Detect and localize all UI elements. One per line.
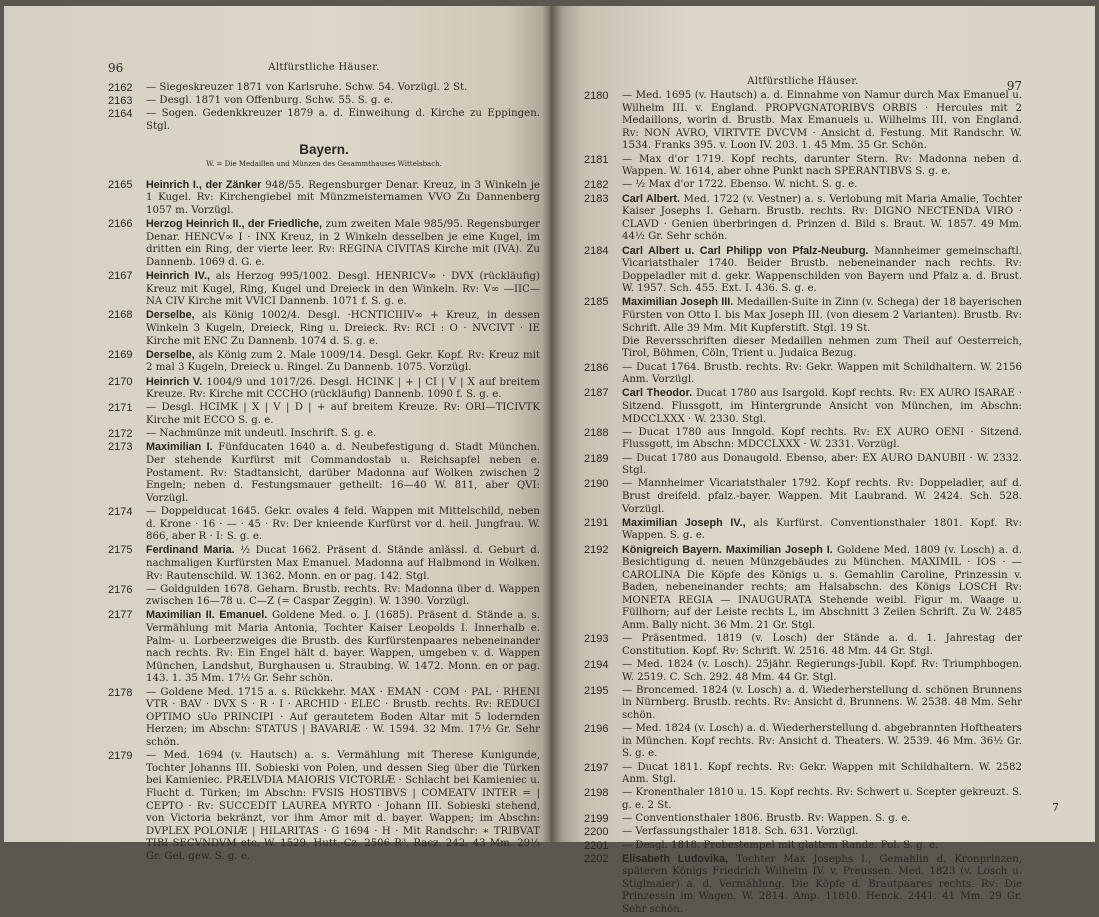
catalog-entry (108, 309, 540, 348)
entry-number: 2202 (584, 852, 609, 865)
entry-text (146, 82, 540, 95)
right-page (550, 6, 1095, 916)
entry-number: 2164 (108, 108, 133, 121)
entry-ruler-name: Derselbe, (146, 309, 195, 322)
entry-text (622, 387, 1022, 426)
entry-text (622, 453, 1022, 478)
entry-number: 2179 (108, 750, 133, 763)
entry-text (146, 349, 540, 375)
entry-text (146, 108, 540, 133)
entry-description: — Desgl. HCIMK | X | V | D | + auf breitem Kreuze. Rv: ORI—TICIVTK Kirche mit ECCO S. g. e. (146, 402, 540, 426)
catalog-entry (108, 82, 540, 95)
entry-description: — Med. 1694 (v. Hautsch) a. s. Vermählung mit Therese Kunigunde, Tochter Johanns III. Sobieski von Polen, und dessen Sieg über die Türken bei Kamieniec. PRÆLVDIA MAIORIS VICTORIÆ · Schlacht bei Kamieniec u. Flucht d. Türken; im Abschn: FVSIS HOSTIBVS | COMEATV INTER = | CEPTO · Rv: SUCCEDIT LAUREA MYRTO · Johann III. Sobieski stehend, von Victoria bekränzt, vor ihm Amor mit d. bayer. Wappen; im Abschn: DVPLEX POLONIÆ | HILARITAS · G 1694 · H · Mit Randschr: ∗ TRIBVAT TIBI SECVNDVM etc. W. 1529. Hutt.-Cz. 2506 R³. Racz. 242. 43 Mm. 29⅓ Gr. Gel. gew. S. g. e. (146, 750, 540, 862)
catalog-entry (108, 179, 540, 218)
catalog-entry (108, 376, 540, 402)
catalog-entry (108, 506, 540, 544)
entry-ruler-name: Maximilian Joseph IV., (622, 516, 746, 529)
catalog-entry (584, 296, 1022, 335)
entry-number: 2180 (584, 90, 609, 102)
entry-number: 2175 (108, 544, 133, 557)
catalog-entry (108, 349, 540, 375)
entry-description: — Kronenthaler 1810 u. 15. Kopf rechts. Rv: Schwert u. Scepter gekreuzt. S. g. e. 2 St. (622, 787, 1022, 811)
entry-ruler-name: Königreich Bayern. Maximilian Joseph I. (622, 543, 833, 556)
catalog-entry (108, 428, 540, 441)
entry-number: 2199 (584, 813, 609, 826)
entry-description: — Med. 1824 (v. Losch) a. d. Wiederherstellung d. abgebrannten Hoftheaters in München. Kopf rechts. Rv: Ansicht d. Theaters. W. 2539. 46 Mm. 36½ Gr. S. g. e. (622, 723, 1022, 760)
entry-text (622, 296, 1022, 335)
entry-description: — Siegeskreuzer 1871 von Karlsruhe. Schw. 54. Vorzügl. 2 St. (146, 82, 468, 93)
entry-text (146, 441, 540, 505)
entry-ruler-name: Heinrich IV., (146, 270, 210, 283)
catalog-entry (584, 517, 1022, 543)
catalog-entry (108, 687, 540, 750)
entry-text (622, 787, 1022, 812)
left-page-number: 96 (108, 61, 124, 75)
catalog-entry (584, 685, 1022, 723)
book-gutter (542, 6, 562, 842)
entry-number: 2172 (108, 428, 133, 441)
entry-ruler-name: Heinrich I., der Zänker (146, 178, 262, 191)
entry-number: 2167 (108, 270, 133, 283)
entry-text (622, 336, 1022, 361)
entry-description: als König 1002/4. Desgl. ·HCNTICIIIV∞ + Kreuz, in dessen Winkeln 3 Kugeln, Dreieck, Ring u. Dreieck. Rv: RCI : O · NVCIVT · IE Kirche mit ENC Zu Dannenb. 1074 d. S. g. e. (146, 310, 540, 347)
entry-text (622, 633, 1022, 658)
entry-description: — Ducat 1811. Kopf rechts. Rv: Gekr. Wappen mit Schildhaltern. W. 2582 Anm. Stgl. (622, 761, 1022, 786)
entry-number: 2195 (584, 684, 609, 697)
catalog-entry (108, 441, 540, 505)
entry-ruler-name: Derselbe, (146, 348, 195, 361)
catalog-entry (584, 544, 1022, 633)
catalog-entry (108, 108, 540, 133)
entry-number: 2168 (108, 309, 133, 322)
catalog-entry (584, 723, 1022, 761)
left-top-entries (108, 82, 540, 134)
entry-text (146, 402, 540, 427)
entry-number: 2191 (584, 516, 609, 529)
catalog-entry (584, 193, 1022, 244)
catalog-entry (584, 813, 1022, 826)
entry-description: — Sogen. Gedenkkreuzer 1879 a. d. Einweihung d. Kirche zu Eppingen. Stgl. (146, 108, 540, 132)
entry-text (146, 609, 540, 686)
entry-number: 2197 (584, 761, 609, 774)
catalog-entry (584, 336, 1022, 361)
catalog-entry (584, 853, 1022, 917)
entry-description: Tochter Max Josephs I., Gemahlin d. Kronprinzen, späteren Königs Friedrich Wilhelm IV. v. Preussen. Med. 1823 (v. Losch u. Stiglmaier) a. d. Vermählung. Die Köpfe d. Brautpaares rechts. Rv: Die Prinzessin im Wagen. W. 2814. Amp. 11810. Henck. 2441. 41 Mm. 29 Gr. Sehr schön. (622, 853, 1023, 916)
entry-text (622, 154, 1022, 179)
entry-text (622, 723, 1022, 761)
entry-number: 2196 (584, 723, 609, 736)
entry-text (146, 309, 540, 348)
entry-number: 2188 (584, 426, 609, 439)
entry-text (146, 218, 540, 269)
entry-description: zum zweiten Male 985/95. Regensburger Denar. HENCV∞ I · INX Kreuz, in 2 Winkeln desselben je eine Kugel, im dritten ein Ring, der vierte leer. Rv: REGINA CIVITAS Kirche mit (IVA). Zu Dannenb. 1069 d. G. e. (146, 219, 540, 268)
entry-description: Med. 1722 (v. Vestner) a. s. Verlobung mit Maria Amalie, Tochter Kaiser Josephs I. Geharn. Brustb. rechts. Rv: DIGNO NECTENDA VIRO · CLAVD · Genien überbringen d. Prinzen d. Bild s. Braut. W. 1857. 49 Mm. 44½ Gr. Sehr schön. (622, 193, 1022, 243)
entry-number: 2165 (108, 178, 133, 191)
entry-number: 2162 (108, 82, 133, 94)
entry-number: 2181 (584, 153, 609, 166)
right-running-header (584, 68, 1022, 93)
catalog-entry (584, 453, 1022, 478)
entry-text (146, 584, 540, 609)
entry-description: — Ducat 1780 aus Donaugold. Ebenso, aber: EX AURO DANUBII · W. 2332. Stgl. (622, 452, 1022, 477)
catalog-entry (108, 218, 540, 269)
catalog-entry (108, 750, 540, 863)
entry-number: 2198 (584, 787, 609, 800)
catalog-entry (584, 387, 1022, 426)
left-page-content (108, 60, 540, 864)
entry-ruler-name: Carl Albert. (622, 192, 681, 205)
entry-text (622, 517, 1022, 543)
left-header-title: Altfürstliche Häuser. (268, 62, 380, 73)
entry-text (146, 376, 540, 402)
entry-ruler-name: Heinrich V. (146, 375, 203, 388)
entry-number: 2193 (584, 633, 609, 646)
entry-text (622, 193, 1022, 244)
entry-description: ½ Ducat 1662. Präsent d. Stände anlässl. d. Geburt d. nachmaligen Kurfürsten Max Emanuel. Madonna auf Halbmond in Wolken. Rv: Rautenschild. W. 1362. Monn. en or pag. 142. Stgl. (146, 545, 540, 582)
entry-number (584, 336, 622, 361)
entry-description: als König zum 2. Male 1009/14. Desgl. Gekr. Kopf. Rv: Kreuz mit 2 mal 3 Kugeln, Dreieck u. Ringel. Zu Dannenb. 1075. Vorzügl. (146, 349, 540, 374)
entry-number: 2192 (584, 543, 609, 556)
entry-description: Die Reversschriften dieser Medaillen nehmen zum Theil auf Oesterreich, Tirol, Böhmen, Cöln, Trient u. Judaica Bezug. (622, 335, 1022, 360)
entry-description: — Goldene Med. 1715 a. s. Rückkehr. MAX · EMAN · COM · PAL · RHENI VTR · BAV · DVX S · R · I · ARCHID · ELEC · Brustb. rechts. Rv: REDUCI OPTIMO sUo PRINCIPI · Auf gerautetem Boden Altar mit 5 lodernden Herzen; im Abschn: STATUS | BAVARIÆ · W. 1594. 32 Mm. 17½ Gr. Sehr schön. (146, 686, 540, 748)
entry-description: 1004/9 und 1017/26. Desgl. HCINK | + | CI | V | X auf breitem Kreuze. Rv: Kirche mit CCCHO (rückläufig) Dannenb. 1090 f. S. g. e. (146, 376, 540, 401)
entry-ruler-name: Carl Theodor. (622, 387, 693, 400)
right-page-content (584, 68, 1022, 917)
entry-text (146, 506, 540, 544)
signature-mark: 7 (1052, 801, 1059, 814)
catalog-entry (584, 427, 1022, 452)
entry-ruler-name: Maximilian I. (146, 441, 213, 454)
entry-text (622, 544, 1022, 633)
catalog-entry (584, 840, 1022, 853)
entry-text (146, 687, 540, 750)
entry-text (622, 245, 1022, 296)
catalog-entry (108, 402, 540, 427)
entry-description: Medaillen-Suite in Zinn (v. Schega) der 18 bayerischen Fürsten von Otto I. bis Max Joseph III. (von diesem 2 Varianten). Brustb. Rv: Schrift. Alle 39 Mm. Mit Kupferstift. Stgl. 19 St. (622, 297, 1022, 334)
entry-description: Ducat 1780 aus Isargold. Kopf rechts. Rv: EX AURO ISARAE · Sitzend. Flussgott, im Hintergrunde Ansicht von München, im Abschn: MDCCLXXX · W. 2330. Stgl. (622, 388, 1022, 425)
left-running-header (108, 60, 540, 82)
catalog-entry (108, 609, 540, 686)
entry-number: 2182 (584, 179, 609, 192)
section-title: Bayern. (299, 141, 349, 157)
entry-text (622, 362, 1022, 387)
entry-text (146, 270, 540, 309)
section-subtitle: W. = Die Medaillen und Münzen des Gesammthauses Wittelsbach. (206, 160, 442, 169)
right-header-title: Altfürstliche Häuser. (747, 76, 859, 87)
entry-description: — Max d'or 1719. Kopf rechts, darunter Stern. Rv: Madonna neben d. Wappen. W. 1614, aber ohne Punkt nach SPERANTIBVS S. g. e. (622, 153, 1022, 178)
catalog-entry (584, 633, 1022, 658)
entry-text (622, 813, 1022, 826)
entry-description: — Conventionsthaler 1806. Brustb. Rv: Wappen. S. g. e. (622, 813, 911, 825)
entry-text (146, 179, 540, 218)
entry-description: — Desgl. 1871 von Offenburg. Schw. 55. S. g. e. (146, 95, 394, 107)
entry-text (622, 762, 1022, 787)
entry-description: — Med. 1695 (v. Hautsch) a. d. Einnahme von Namur durch Max Emanuel u. Wilhelm III. v. England. PROPVGNATORIBVS ORBIS · Hercules mit 2 Medaillons, worin d. Brustb. Max Emanuels u. Wilhelms III. von England. Rv: NON AVRO, VIRTVTE DVCVM · Ansicht d. Festung. Mit Randschr. W. 1534. Franks 395. v. Loon IV. 203. 1. 45 Mm. 35 Gr. Schön. (622, 90, 1022, 152)
entry-text (622, 685, 1022, 723)
entry-description: — Goldgulden 1678. Geharn. Brustb. rechts. Rv: Madonna über d. Wappen zwischen 16—78 u. C—Z (= Caspar Zeggin). W. 1390. Vorzügl. (146, 583, 540, 608)
entry-number: 2174 (108, 505, 133, 518)
entry-description: als Kurfürst. Conventionsthaler 1801. Kopf. Rv: Wappen. S. g. e. (622, 517, 1022, 542)
entry-description: — Desgl. 1818. Probestempel mit glattem Rande. Pol. S. g. e. (622, 839, 939, 851)
left-main-entries (108, 179, 540, 864)
entry-ruler-name: Ferdinand Maria. (146, 544, 235, 557)
catalog-entry (584, 154, 1022, 179)
entry-description: Fünfducaten 1640 a. d. Neubefestigung d. Stadt München. Der stehende Kurfürst mit Commandostab u. Reichsapfel neben e. Postament. Rv: Stadtansicht, darüber Madonna auf Wolken zwischen 2 Engeln; neben d. Festungsmauer getheilt: 16—40 W. 811, aber QVI: Vorzügl. (146, 442, 540, 504)
entry-number: 2173 (108, 441, 133, 454)
entry-description: — Präsentmed. 1819 (v. Losch) der Stände a. d. 1. Jahrestag der Constitution. Kopf. Rv: Schrift. W. 2516. 48 Mm. 44 Gr. Stgl. (622, 633, 1022, 657)
catalog-entry (584, 659, 1022, 684)
entry-description: — Verfassungsthaler 1818. Sch. 631. Vorzügl. (622, 826, 859, 838)
entry-number: 2186 (584, 361, 609, 374)
entry-number: 2170 (108, 375, 133, 388)
entry-description: — Ducat 1764. Brustb. rechts. Rv: Gekr. Wappen mit Schildhaltern. W. 2156 Anm. Vorzügl. (622, 361, 1022, 386)
entry-description: 948/55. Regensburger Denar. Kreuz, in 3 Winkeln je 1 Kugel. Rv: Kirchengiebel mit Münzmeisternamen VVO Zu Dannenberg 1057 m. Vorzügl. (146, 179, 541, 216)
entry-number: 2171 (108, 402, 133, 415)
entry-ruler-name: Maximilian Joseph III. (622, 296, 734, 309)
entry-number: 2177 (108, 609, 133, 622)
catalog-entry (584, 826, 1022, 839)
entry-description: — Mannheimer Vicariatsthaler 1792. Kopf rechts. Rv: Doppeladler, auf d. Brust dreifeld. pfalz.-bayer. Wappen. Mit Laubrand. W. 2424. Sch. 528. Vorzügl. (622, 478, 1022, 515)
entry-text (622, 840, 1022, 853)
catalog-entry (584, 179, 1022, 192)
entry-number: 2163 (108, 95, 133, 108)
catalog-entry (108, 544, 540, 583)
entry-text (146, 95, 540, 108)
entry-description: Mannheimer gemeinschaftl. Vicariatsthaler 1740. Beider Brustb. nebeneinander nach rechts. Rv: Doppeladler mit d. gekr. Wappenschilden von Bayern und Pfalz a. d. Brust. W. 1957. Sch. 455. Ext. I. 436. S. g. e. (622, 245, 1022, 295)
entry-number: 2194 (584, 659, 609, 672)
entry-number: 2178 (108, 686, 133, 699)
catalog-entry (584, 245, 1022, 296)
catalog-entry (108, 270, 540, 309)
book-spread (4, 6, 1095, 916)
catalog-entry (584, 478, 1022, 516)
catalog-entry (584, 787, 1022, 812)
catalog-entry (584, 90, 1022, 153)
entry-number: 2166 (108, 218, 133, 231)
catalog-entry (108, 95, 540, 108)
entry-number: 2190 (584, 478, 609, 491)
entry-text (146, 428, 540, 441)
entry-number: 2189 (584, 452, 609, 465)
entry-description: — Ducat 1780 aus Inngold. Kopf rechts. Rv: EX AURO OENI · Sitzend. Flussgott, im Abschn: MDCCLXXX · W. 2331. Vorzügl. (622, 426, 1022, 451)
entry-number: 2184 (584, 244, 609, 257)
entry-text (622, 853, 1022, 917)
entry-number: 2201 (584, 839, 609, 852)
entry-number: 2200 (584, 826, 609, 839)
entry-description: — Nachmünze mit undeutl. Inschrift. S. g. e. (146, 428, 377, 440)
entry-description: als Herzog 995/1002. Desgl. HENRICV∞ · DVX (rückläufig) Kreuz mit Kugel, Ring, Kugel und Dreieck in den Winkeln. Rv: V∞ —IIC—NA CIV Kirche mit VVICI Dannenb. 1071 f. S. g. e. (146, 271, 540, 308)
section-heading (108, 141, 540, 171)
catalog-entry (584, 362, 1022, 387)
entry-text (622, 659, 1022, 684)
entry-ruler-name: Carl Albert u. Carl Philipp von Pfalz-Neuburg. (622, 244, 869, 257)
catalog-entry (108, 584, 540, 609)
entry-number: 2183 (584, 192, 609, 205)
right-page-number: 97 (1006, 79, 1022, 93)
entry-text (622, 826, 1022, 839)
entry-text (622, 427, 1022, 452)
entry-description: Goldene Med. 1809 (v. Losch) a. d. Besichtigung d. neuen Münzgebäudes zu München. MAXIMIL · IOS · — CAROLINA Die Köpfe des Königs u. s. Gemahlin Caroline, Prinzessin v. Baden, nebeneinander rechts; am Halsabschn. des Königs LOSCH Rv: MONETA REGIA — INAUGURATA Stehende weibl. Figur m. Waage u. Füllhorn; auf der Leiste rechts L, im Abschnitt 3 Zeilen Schrift. Zu W. 2485 Anm. Bally nicht. 36 Mm. 21 Gr. Stgl. (622, 544, 1022, 632)
entry-description: — Med. 1824 (v. Losch). 25jähr. Regierungs-Jubil. Kopf. Rv: Triumphbogen. W. 2519. C. Sch. 292. 48 Mm. 44 Gr. Stgl. (622, 659, 1022, 683)
catalog-entry (584, 762, 1022, 787)
entry-number: 2185 (584, 296, 609, 309)
entry-description: Goldene Med. o. J. (1685). Präsent d. Stände a. s. Vermählung mit Maria Antonia, Tochter Kaiser Leopolds I. Innerhalb e. Palm- u. Lorbeerzweiges die Brustb. des Kurfürstenpaares nebeneinander nach rechts. Rv: Ein Engel hält d. bayer. Wappen, umgeben v. d. Wappen München, Landshut, Burghausen u. Straubing. W. 1472. Monn. en or pag. 143. 1. 35 Mm. 17½ Gr. Sehr schön. (146, 610, 540, 685)
entry-number: 2169 (108, 348, 133, 361)
entry-text (622, 478, 1022, 516)
entry-text (622, 90, 1022, 153)
entry-description: — Broncemed. 1824 (v. Losch) a. d. Wiederherstellung d. schönen Brunnens in Nürnberg. Brustb. rechts. Rv: Ansicht d. Brunnens. W. 2538. 48 Mm. Sehr schön. (622, 684, 1022, 721)
entry-text (146, 750, 540, 863)
entry-ruler-name: Herzog Heinrich II., der Friedliche, (146, 218, 323, 231)
entry-description: — ½ Max d'or 1722. Ebenso. W. nicht. S. g. e. (622, 179, 858, 191)
entry-description: — Doppelducat 1645. Gekr. ovales 4 feld. Wappen mit Mittelschild, neben d. Krone · 16 · — · 45 · Rv: Der knieende Kurfürst vor d. heil. Jungfrau. W. 866, aber R · I: S. g. e. (146, 505, 540, 543)
entry-text (622, 179, 1022, 192)
right-main-entries (584, 90, 1022, 917)
left-page (4, 6, 550, 862)
entry-text (146, 544, 540, 583)
entry-ruler-name: Elisabeth Ludovika, (622, 852, 729, 865)
entry-ruler-name: Maximilian II. Emanuel. (146, 609, 268, 622)
entry-number: 2187 (584, 387, 609, 400)
entry-number: 2176 (108, 583, 133, 596)
